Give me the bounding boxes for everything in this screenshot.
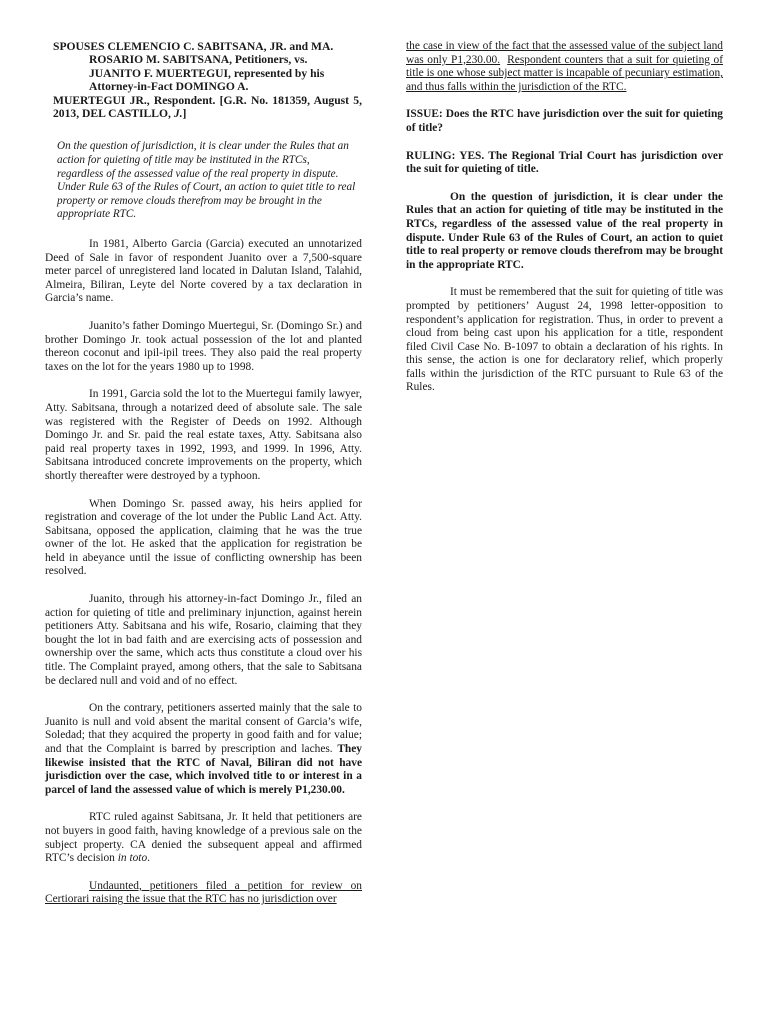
paragraph-facts-1: In 1981, Alberto Garcia (Garcia) executed an unnotarized Deed of Sale in favor of respondent Juanito over a 7,500-square meter parcel of unregistered land located in Dalutan Island, Talahid, Almeira, Biliran, Leyte del Norte covered by a tax declaration in Garcia’s name. — [45, 238, 362, 305]
paragraph-facts-4: When Domingo Sr. passed away, his heirs applied for registration and coverage of the lot under the Public Land Act. Atty. Sabitsana, opposed the application, claiming that he was the true owner of the lot. He asked that the application for registration be held in abeyance until the issue of conflicting ownership has been resolved. — [45, 497, 362, 578]
left-column — [45, 40, 362, 907]
paragraph-facts-8: Undaunted, petitioners filed a petition for review on Certiorari raising the issue that the RTC has no jurisdiction over — [45, 879, 362, 906]
case-title-line: Attorney-in-Fact DOMINGO A. — [89, 80, 249, 94]
paragraph-facts-3: In 1991, Garcia sold the lot to the Muertegui family lawyer, Atty. Sabitsana, through a notarized deed of absolute sale. The sale was registered with the Register of Deeds on 1992. Although Domingo Jr. and Sr. paid the real estate taxes, Atty. Sabitsana also paid real property taxes in 1992, 1993, and 1999. In 1996, Atty. Sabitsana introduced concrete improvements on the property, which shortly thereafter were destroyed by a typhoon. — [45, 388, 362, 482]
case-summary: On the question of jurisdiction, it is clear under the Rules that an action for quieting of title may be instituted in the RTCs, regardless of the assessed value of the real property in dispute. Under Rule 63 of the Rules of Court, an action to quiet title to real property or remove clouds therefrom may be brought in the appropriate RTC. — [57, 140, 356, 221]
ruling-discussion: It must be remembered that the suit for quieting of title was prompted by petitioners’ August 24, 1998 letter-opposition to respondent’s application for registration. Thus, in order to prevent a cloud from being cast upon his application for a title, respondent filed Civil Case No. B-1097 to obtain a declaration of his rights. In this sense, the action is one for declaratory relief, which properly falls within the jurisdiction of the RTC pursuant to Rule 63 of the Rules. — [406, 286, 723, 394]
case-title-line: JUANITO F. MUERTEGUI, represented by his — [89, 66, 325, 80]
issue-statement: ISSUE: Does the RTC have jurisdiction over the suit for quieting of title? — [406, 108, 723, 134]
paragraph-facts-5: Juanito, through his attorney-in-fact Domingo Jr., filed an action for quieting of title and preliminary injunction, against herein petitioners Atty. Sabitsana and his wife, Rosario, claiming that they bought the lot in bad faith and are exercising acts of possession and ownership over the same, which acts thus constitute a cloud over his title. The Complaint prayed, among others, that the sale to Sabitsana be declared null and void and of no effect. — [45, 593, 362, 687]
case-title — [45, 40, 362, 120]
case-title-line: SPOUSES CLEMENCIO C. SABITSANA, JR. and MA. — [53, 40, 334, 53]
paragraph-facts-7: RTC ruled against Sabitsana, Jr. It held that petitioners are not buyers in good faith, having knowledge of a previous sale on the subject property. CA denied the subsequent appeal and affirmed RTC’s decision in toto. — [45, 811, 362, 865]
case-title-line: ROSARIO M. SABITSANA, Petitioners, vs. — [89, 53, 308, 67]
ruling-rule: On the question of jurisdiction, it is clear under the Rules that an action for quieting of title may be instituted in the RTCs, regardless of the assessed value of the real property in dispute. Under Rule 63 of the Rules of Court, an action to quiet title to real property or remove clouds therefrom may be brought in the appropriate RTC. — [406, 190, 723, 271]
right-column — [406, 40, 723, 395]
paragraph-facts-2: Juanito’s father Domingo Muertegui, Sr. (Domingo Sr.) and brother Domingo Jr. took actual possession of the lot and planted thereon coconut and ipil-ipil trees. They also paid the real property taxes on the lot for the years 1980 up to 1998. — [45, 319, 362, 373]
paragraph-continuation: the case in view of the fact that the assessed value of the subject land was only P1,230.00. Respondent counters that a suit for quieting of title is one whose subject matter is incapable of pecuniary estimation, and thus falls within the jurisdiction of the RTC. — [406, 40, 723, 93]
ruling-statement: RULING: YES. The Regional Trial Court has jurisdiction over the suit for quieting of title. — [406, 149, 723, 176]
case-title-line: MUERTEGUI JR., Respondent. [G.R. No. 181359, August 5, 2013, DEL CASTILLO, J.] — [53, 93, 362, 121]
paragraph-facts-6: On the contrary, petitioners asserted mainly that the sale to Juanito is null and void absent the marital consent of Garcia’s wife, Soledad; that they acquired the property in good faith and for value; and that the Complaint is barred by prescription and laches. They likewise insisted that the RTC of Naval, Biliran did not have jurisdiction over the case, which involved title to or interest in a parcel of land the assessed value of which is merely P1,230.00. — [45, 702, 362, 796]
